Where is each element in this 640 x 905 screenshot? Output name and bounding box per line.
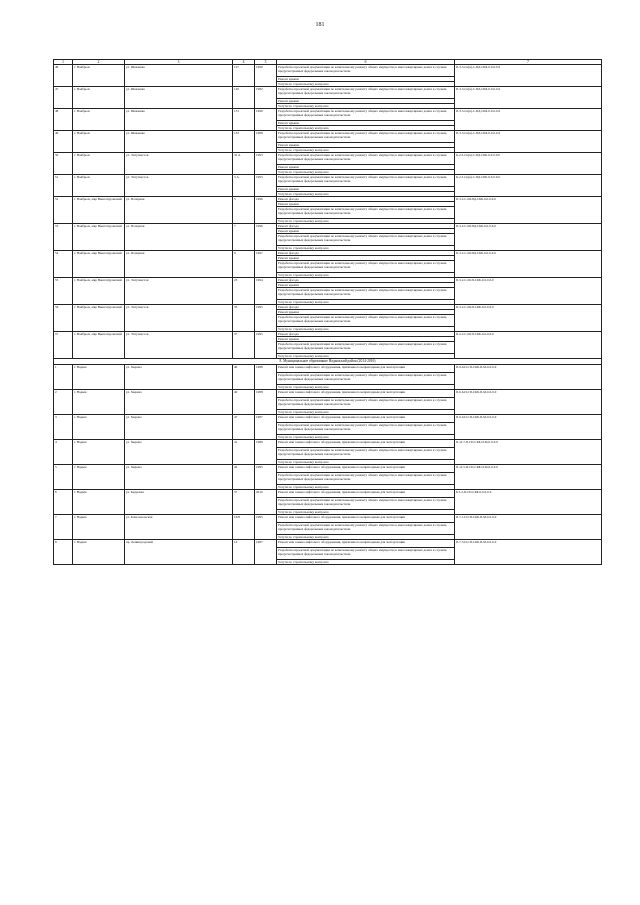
code-cell: П-3-3-Сн(н)-С-ПД-СКБ-0-0-0-0-0 (455, 87, 602, 109)
year-cell: 1990 (255, 65, 277, 87)
row-number: 2 (54, 390, 73, 415)
code-cell: П-3-2-С-Ш-ПД-СКБ-0-0-0-0-0 (455, 224, 602, 251)
table-row (54, 440, 602, 448)
table-row (54, 390, 602, 398)
city-cell: г. Надым (73, 415, 125, 440)
street-cell: ул. Шевченко (125, 131, 233, 153)
year-cell: 1989 (255, 440, 277, 465)
house-number-cell: 37 (233, 332, 255, 359)
work-type-cell: Ремонт или замена лифтового оборудования, признанного непригодным для эксплуатации (277, 415, 455, 423)
code-cell: П-3-3-Сн(н)-С-ПД-СКБ-0-0-0-0-0 (455, 131, 602, 153)
row-number: 7 (54, 515, 73, 540)
year-cell: 1988 (255, 390, 277, 415)
work-type-cell: Разработка проектной документации по капитальному ремонту общего имущества в многоквартирных домах в случаях, предусмотренных федеральным законодательством (277, 153, 455, 165)
table-row (54, 415, 602, 423)
work-type-cell: Ремонт крыши (277, 283, 455, 288)
header-cell: 4 (233, 60, 255, 65)
street-cell: ул. Полярная (125, 251, 233, 278)
house-number-cell: 47 (233, 415, 255, 440)
work-type-cell: Ремонт крыши (277, 143, 455, 148)
section-title: 8. Муниципальное образование Надымский район (2014-2016) (54, 359, 602, 365)
street-cell: ул. Шевченко (125, 87, 233, 109)
work-type-cell: Услуги по строительному контролю (277, 485, 455, 490)
work-type-cell: Разработка проектной документации по капитальному ремонту общего имущества в многоквартирных домах в случаях, предусмотренных федеральным законодательством (277, 234, 455, 246)
code-cell: Б-5-2-П-СП-СКБ-0-0-0-0-0 (455, 490, 602, 515)
work-type-cell: Ремонт крыши (277, 187, 455, 192)
work-type-cell: Разработка проектной документации по капитальному ремонту общего имущества в многоквартирных домах в случаях, предусмотренных федеральным законодательством (277, 87, 455, 99)
house-number-cell: 35 (233, 305, 255, 332)
city-cell: г. Ноябрьск (73, 153, 125, 175)
street-cell: ул. Энтузиастов (125, 153, 233, 175)
work-type-cell: Услуги по строительному контролю (277, 192, 455, 197)
city-cell: г. Ноябрьск (73, 131, 125, 153)
header-cell: 6 (277, 60, 455, 65)
work-type-cell: Разработка проектной документации по капитальному ремонту общего имущества в многоквартирных домах в случаях, предусмотренных федеральным законодательством (277, 207, 455, 219)
year-cell: 1993 (255, 175, 277, 197)
code-cell: П-3-2-С-Ш-ПД-СКБ-0-0-0-0-0 (455, 251, 602, 278)
street-cell: ул. Кедровая (125, 490, 233, 515)
header-cell: 5 (255, 60, 277, 65)
row-number: 56 (54, 305, 73, 332)
work-type-cell: Услуги по строительному контролю (277, 535, 455, 540)
house-number-cell: 42 (233, 465, 255, 490)
street-cell: ул. Шевченко (125, 65, 233, 87)
house-number-cell: 129 (233, 87, 255, 109)
work-type-cell: Ремонт крыши (277, 337, 455, 342)
work-type-cell: Ремонт крыши (277, 99, 455, 104)
house-number-cell: 9 (233, 251, 255, 278)
city-cell: г. Надым (73, 440, 125, 465)
street-cell: ул. Энтузиастов (125, 175, 233, 197)
work-type-cell: Ремонт фасада (277, 332, 455, 337)
work-type-cell: Ремонт или замена лифтового оборудования, признанного непригодным для эксплуатации (277, 490, 455, 498)
work-type-cell: Ремонт фасада (277, 305, 455, 310)
year-cell: 1996 (255, 197, 277, 224)
year-cell: 1990 (255, 109, 277, 131)
work-type-cell: Услуги по строительному контролю (277, 510, 455, 515)
row-number: 46 (54, 65, 73, 87)
city-cell: г. Ноябрьск (73, 175, 125, 197)
row-number: 52 (54, 197, 73, 224)
row-number: 5 (54, 465, 73, 490)
work-type-cell: Ремонт фасада (277, 278, 455, 283)
city-cell: г. Ноябрьск (73, 65, 125, 87)
work-type-cell: Разработка проектной документации по капитальному ремонту общего имущества в многоквартирных домах в случаях, предусмотренных федеральным законодательством (277, 523, 455, 535)
code-cell: П-9-6-П-СП-СКБ-П-М-0-0-0-0 (455, 365, 602, 390)
header-cell: 3 (125, 60, 233, 65)
work-type-cell: Разработка проектной документации по капитальному ремонту общего имущества в многоквартирных домах в случаях, предусмотренных федеральным законодательством (277, 288, 455, 300)
house-number-cell: 23 (233, 278, 255, 305)
row-number: 50 (54, 153, 73, 175)
city-cell: г. Ноябрьск (73, 109, 125, 131)
city-cell: г. Надым (73, 465, 125, 490)
table-row (54, 175, 602, 187)
street-cell: пр. Ленинградский (125, 540, 233, 565)
row-number: 55 (54, 278, 73, 305)
code-cell: П-9-6-П-СП-СКБ-П-М-0-0-0-0 (455, 415, 602, 440)
work-type-cell: Ремонт фасада (277, 251, 455, 256)
table-row (54, 490, 602, 498)
house-number-cell: 127 (233, 65, 255, 87)
work-type-cell: Услуги по строительному контролю (277, 560, 455, 565)
work-type-cell: Услуги по строительному контролю (277, 219, 455, 224)
work-type-cell: Разработка проектной документации по капитальному ремонту общего имущества в многоквартирных домах в случаях, предусмотренных федеральным законодательством (277, 65, 455, 77)
table-row (54, 65, 602, 77)
header-cell: 7 (455, 60, 602, 65)
year-cell: 1993 (255, 153, 277, 175)
street-cell: ул. Энтузиастов (125, 332, 233, 359)
work-type-cell: Услуги по строительному контролю (277, 410, 455, 415)
table-row (54, 109, 602, 121)
city-cell: г. Ноябрьск, мкр Вынгапуровский (73, 332, 125, 359)
city-cell: г. Ноябрьск, мкр Вынгапуровский (73, 197, 125, 224)
row-number: 54 (54, 251, 73, 278)
street-cell: ул. Шевченко (125, 109, 233, 131)
work-type-cell: Услуги по строительному контролю (277, 104, 455, 109)
house-number-cell: 40 (233, 390, 255, 415)
row-number: 6 (54, 490, 73, 515)
code-cell: К-2-3-Сн(н)-С-ПД-СКБ-0-0-0-0-0 (455, 175, 602, 197)
house-number-cell: 5 (233, 197, 255, 224)
row-number: 4 (54, 440, 73, 465)
header-cell: 2 (73, 60, 125, 65)
year-cell: 1997 (255, 251, 277, 278)
work-type-cell: Разработка проектной документации по капитальному ремонту общего имущества в многоквартирных домах в случаях, предусмотренных федеральным законодательством (277, 261, 455, 273)
row-number: 8 (54, 540, 73, 565)
city-cell: г. Ноябрьск, мкр Вынгапуровский (73, 251, 125, 278)
year-cell: 1987 (255, 415, 277, 440)
work-type-cell: Разработка проектной документации по капитальному ремонту общего имущества в многоквартирных домах в случаях, предусмотренных федеральным законодательством (277, 498, 455, 510)
work-type-cell: Услуги по строительному контролю (277, 126, 455, 131)
work-type-cell: Ремонт или замена лифтового оборудования, признанного непригодным для эксплуатации (277, 365, 455, 373)
table-row (54, 87, 602, 99)
year-cell: 1995 (255, 332, 277, 359)
house-number-cell: 16/8 (233, 515, 255, 540)
work-type-cell: Разработка проектной документации по капитальному ремонту общего имущества в многоквартирных домах в случаях, предусмотренных федеральным законодательством (277, 373, 455, 385)
year-cell: 1985 (255, 515, 277, 540)
work-type-cell: Ремонт или замена лифтового оборудования, признанного непригодным для эксплуатации (277, 540, 455, 548)
row-number: 49 (54, 131, 73, 153)
house-number-cell: 3 А (233, 175, 255, 197)
work-type-cell: Ремонт крыши (277, 202, 455, 207)
house-number-cell: 41 (233, 440, 255, 465)
street-cell: ул. Полярная (125, 224, 233, 251)
table-row (54, 153, 602, 165)
work-type-cell: Ремонт крыши (277, 165, 455, 170)
work-type-cell: Услуги по строительному контролю (277, 273, 455, 278)
year-cell: 1988 (255, 365, 277, 390)
work-type-cell: Ремонт или замена лифтового оборудования, признанного непригодным для эксплуатации (277, 515, 455, 523)
work-type-cell: Услуги по строительному контролю (277, 435, 455, 440)
code-cell: П-3-2-С-Ш-П-СКБ-0-0-0-0-0 (455, 278, 602, 305)
street-cell: ул. Зверева (125, 390, 233, 415)
row-number: 51 (54, 175, 73, 197)
table-row (54, 131, 602, 143)
header-cell: 1 (54, 60, 73, 65)
house-number-cell: 14 (233, 540, 255, 565)
table-row (54, 515, 602, 523)
row-number: 53 (54, 224, 73, 251)
work-type-cell: Разработка проектной документации по капитальному ремонту общего имущества в многоквартирных домах в случаях, предусмотренных федеральным законодательством (277, 423, 455, 435)
code-cell: П-2-2-С-Ш-П-СКБ-0-0-0-0-0 (455, 332, 602, 359)
city-cell: г. Ноябрьск, мкр Вынгапуровский (73, 305, 125, 332)
work-type-cell: Ремонт крыши (277, 310, 455, 315)
work-type-cell: Ремонт крыши (277, 229, 455, 234)
house-number-cell: 7 (233, 224, 255, 251)
repair-program-table (53, 59, 602, 565)
city-cell: г. Надым (73, 490, 125, 515)
work-type-cell: Разработка проектной документации по капитальному ремонту общего имущества в многоквартирных домах в случаях, предусмотренных федеральным законодательством (277, 315, 455, 327)
work-type-cell: Разработка проектной документации по капитальному ремонту общего имущества в многоквартирных домах в случаях, предусмотренных федеральным законодательством (277, 175, 455, 187)
year-cell: 1985 (255, 465, 277, 490)
year-cell: 1987 (255, 540, 277, 565)
code-cell: П-12-7-П-СП-СКБ-П-М-0-0-0-0 (455, 440, 602, 465)
work-type-cell: Разработка проектной документации по капитальному ремонту общего имущества в многоквартирных домах в случаях, предусмотренных федеральным законодательством (277, 398, 455, 410)
code-cell: П-3-3-Сн(н)-С-ПД-СКБ-0-0-0-0-0 (455, 65, 602, 87)
work-type-cell: Услуги по строительному контролю (277, 460, 455, 465)
street-cell: ул. Зверева (125, 440, 233, 465)
city-cell: г. Ноябрьск, мкр Вынгапуровский (73, 224, 125, 251)
work-type-cell: Услуги по строительному контролю (277, 300, 455, 305)
house-number-cell: 131 (233, 109, 255, 131)
city-cell: г. Надым (73, 515, 125, 540)
house-number-cell: 32 А (233, 153, 255, 175)
work-type-cell: Услуги по строительному контролю (277, 246, 455, 251)
street-cell: ул. Комсомольская (125, 515, 233, 540)
row-number: 48 (54, 109, 73, 131)
year-cell: 1982 (255, 87, 277, 109)
work-type-cell: Услуги по строительному контролю (277, 170, 455, 175)
street-cell: ул. Зверева (125, 365, 233, 390)
table-row (54, 465, 602, 473)
street-cell: ул. Энтузиастов (125, 305, 233, 332)
year-cell: 1994 (255, 278, 277, 305)
city-cell: г. Надым (73, 540, 125, 565)
row-number: 1 (54, 365, 73, 390)
city-cell: г. Надым (73, 390, 125, 415)
work-type-cell: Ремонт или замена лифтового оборудования, признанного непригодным для эксплуатации (277, 440, 455, 448)
row-number: 3 (54, 415, 73, 440)
work-type-cell: Ремонт крыши (277, 256, 455, 261)
city-cell: г. Ноябрьск, мкр Вынгапуровский (73, 278, 125, 305)
code-cell: П-12-5-П-СП-СКБ-П-М-0-0-0-0 (455, 465, 602, 490)
year-cell: 2010 (255, 490, 277, 515)
work-type-cell: Ремонт или замена лифтового оборудования, признанного непригодным для эксплуатации (277, 390, 455, 398)
work-type-cell: Ремонт крыши (277, 77, 455, 82)
code-cell: П-3-2-С-Ш-ПД-СКБ-0-0-0-0-0 (455, 197, 602, 224)
work-type-cell: Разработка проектной документации по капитальному ремонту общего имущества в многоквартирных домах в случаях, предусмотренных федеральным законодательством (277, 473, 455, 485)
code-cell: П-3-2-С-Ш-П-СКБ-0-0-0-0-0 (455, 305, 602, 332)
year-cell: 1988 (255, 131, 277, 153)
work-type-cell: Услуги по строительному контролю (277, 385, 455, 390)
work-type-cell: Разработка проектной документации по капитальному ремонту общего имущества в многоквартирных домах в случаях, предусмотренных федеральным законодательством (277, 109, 455, 121)
house-number-cell: 40 (233, 365, 255, 390)
row-number: 57 (54, 332, 73, 359)
street-cell: ул. Полярная (125, 197, 233, 224)
row-number: 47 (54, 87, 73, 109)
work-type-cell: Разработка проектной документации по капитальному ремонту общего имущества в многоквартирных домах в случаях, предусмотренных федеральным законодательством (277, 342, 455, 354)
work-type-cell: Услуги по строительному контролю (277, 327, 455, 332)
street-cell: ул. Энтузиастов (125, 278, 233, 305)
work-type-cell: Ремонт фасада (277, 224, 455, 229)
page-number: 181 (315, 22, 325, 28)
code-cell: К-2-3-Сн(н)-С-ПД-СКБ-0-0-0-0-0 (455, 153, 602, 175)
street-cell: ул. Зверева (125, 415, 233, 440)
work-type-cell: Разработка проектной документации по капитальному ремонту общего имущества в многоквартирных домах в случаях, предусмотренных федеральным законодательством (277, 548, 455, 560)
house-number-cell: 133 (233, 131, 255, 153)
year-cell: 1996 (255, 224, 277, 251)
work-type-cell: Ремонт крыши (277, 121, 455, 126)
work-type-cell: Разработка проектной документации по капитальному ремонту общего имущества в многоквартирных домах в случаях, предусмотренных федеральным законодательством (277, 131, 455, 143)
work-type-cell: Ремонт или замена лифтового оборудования, признанного непригодным для эксплуатации (277, 465, 455, 473)
city-cell: г. Надым (73, 365, 125, 390)
house-number-cell: 37 (233, 490, 255, 515)
year-cell: 1995 (255, 305, 277, 332)
street-cell: ул. Зверева (125, 465, 233, 490)
city-cell: г. Ноябрьск (73, 87, 125, 109)
code-cell: П-7-1-П-СП-СКБ-П-М-0-0-0-0 (455, 515, 602, 540)
table-row (54, 540, 602, 548)
table-row (54, 365, 602, 373)
work-type-cell: Услуги по строительному контролю (277, 354, 455, 359)
code-cell: П-7-3-П-СП-СКБ-П-М-0-0-0-0 (455, 540, 602, 565)
work-type-cell: Услуги по строительному контролю (277, 148, 455, 153)
code-cell: П-9-6-П-СП-СКБ-П-М-0-0-0-0 (455, 390, 602, 415)
work-type-cell: Услуги по строительному контролю (277, 82, 455, 87)
work-type-cell: Ремонт фасада (277, 197, 455, 202)
code-cell: П-3-3-Сн(н)-С-ПД-СКБ-0-0-0-0-0 (455, 109, 602, 131)
work-type-cell: Разработка проектной документации по капитальному ремонту общего имущества в многоквартирных домах в случаях, предусмотренных федеральным законодательством (277, 448, 455, 460)
